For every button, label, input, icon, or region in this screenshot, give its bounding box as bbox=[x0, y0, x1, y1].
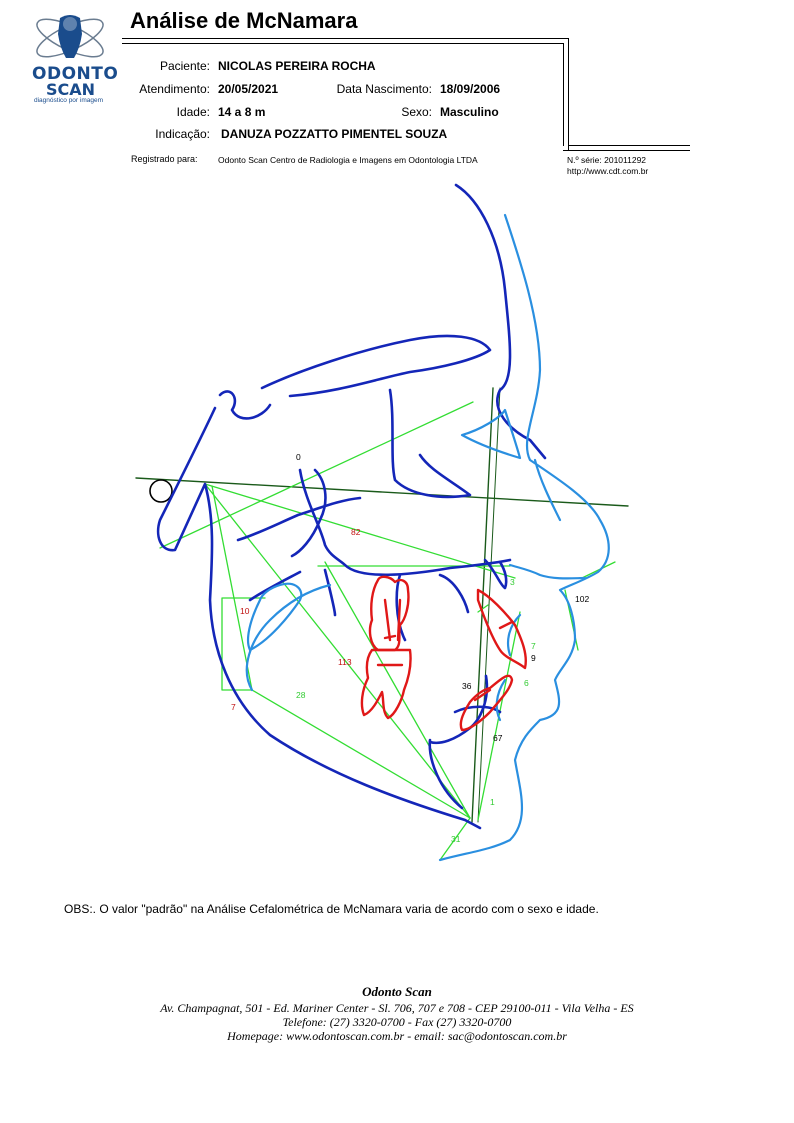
measure-82: 82 bbox=[351, 527, 361, 537]
paciente-label: Paciente: bbox=[159, 59, 210, 73]
atendimento-label: Atendimento: bbox=[139, 82, 210, 96]
nascimento-value: 18/09/2006 bbox=[440, 82, 501, 96]
measure-10: 10 bbox=[240, 606, 250, 616]
measure-113: 113 bbox=[338, 657, 352, 667]
indicacao-value: DANUZA POZZATTO PIMENTEL SOUZA bbox=[221, 127, 448, 141]
atendimento-value: 20/05/2021 bbox=[218, 82, 279, 96]
footer-web[interactable]: Homepage: www.odontoscan.com.br - email: sac@odontoscan.com.br bbox=[227, 1029, 567, 1043]
footer-company: Odonto Scan bbox=[362, 984, 432, 999]
measure-36: 36 bbox=[462, 681, 472, 691]
measure-7-red: 7 bbox=[231, 702, 236, 712]
measure-9: 9 bbox=[531, 653, 536, 663]
lower-molar-tooth bbox=[362, 650, 411, 718]
logo-text-odonto: ODONTO bbox=[32, 64, 119, 84]
serie-number: N.º série: 201011292 bbox=[567, 155, 647, 165]
upper-incisor-tooth bbox=[478, 590, 526, 668]
measure-31: 31 bbox=[451, 834, 461, 844]
sexo-label: Sexo: bbox=[401, 105, 432, 119]
measure-28: 28 bbox=[296, 690, 306, 700]
nasion-perpendicular bbox=[472, 388, 493, 822]
observation-note: OBS:. O valor "padrão" na Análise Cefalométrica de McNamara varia de acordo com o sexo e idade. bbox=[64, 902, 599, 916]
measure-67: 67 bbox=[493, 733, 503, 743]
porion-circle bbox=[150, 480, 172, 502]
indicacao-label: Indicação: bbox=[155, 127, 210, 141]
registrado-label: Registrado para: bbox=[131, 154, 198, 164]
website-link[interactable]: http://www.cdt.com.br bbox=[567, 166, 649, 176]
logo-text-scan: SCAN bbox=[46, 80, 96, 99]
measure-0: 0 bbox=[296, 452, 301, 462]
footer-phone: Telefone: (27) 3320-0700 - Fax (27) 3320-0700 bbox=[282, 1015, 512, 1029]
measure-102: 102 bbox=[575, 594, 590, 604]
measure-7-green: 7 bbox=[531, 641, 536, 651]
measure-1: 1 bbox=[490, 797, 495, 807]
registrado-value: Odonto Scan Centro de Radiologia e Imagens em Odontologia LTDA bbox=[218, 155, 478, 165]
logo-tagline: diagnóstico por imagem bbox=[34, 97, 104, 104]
paciente-value: NICOLAS PEREIRA ROCHA bbox=[218, 59, 376, 73]
footer-address: Av. Champagnat, 501 - Ed. Mariner Center - Sl. 706, 707 e 708 - CEP 29100-011 - Vila Velha - ES bbox=[160, 1001, 634, 1015]
page-title: Análise de McNamara bbox=[130, 8, 358, 33]
idade-value: 14 a 8 m bbox=[218, 105, 266, 119]
sexo-value: Masculino bbox=[440, 105, 499, 119]
idade-label: Idade: bbox=[176, 105, 210, 119]
soft-tissue-outline bbox=[247, 215, 609, 860]
measure-3: 3 bbox=[510, 577, 515, 587]
measure-6: 6 bbox=[524, 678, 529, 688]
nascimento-label: Data Nascimento: bbox=[336, 82, 432, 96]
